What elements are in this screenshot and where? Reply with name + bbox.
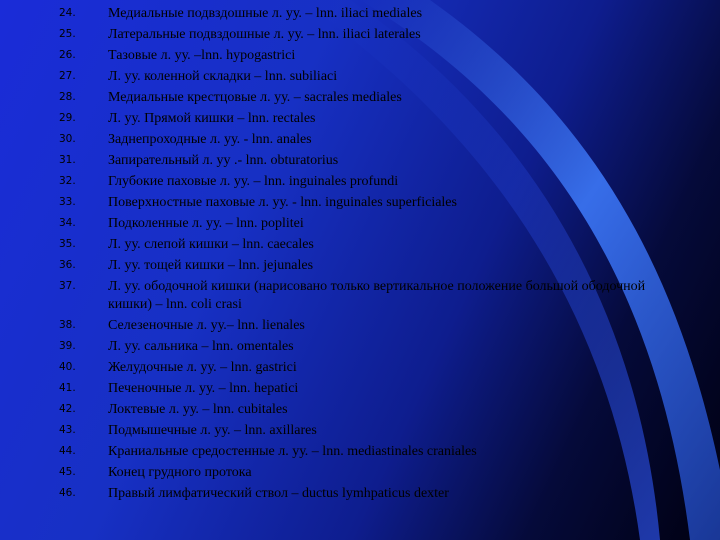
item-text: Подколенные л. уу. – lnn. poplitei [108, 216, 304, 231]
item-number: 41. [59, 382, 76, 394]
item-text: Краниальные средостенные л. уу. – lnn. mediastinales craniales [108, 444, 477, 459]
item-text: Латеральные подвздошные л. уу. – lnn. iliaci laterales [108, 27, 421, 42]
item-text: Медиальные подвздошные л. уу. – lnn. iliaci mediales [108, 6, 423, 21]
item-text: Поверхностные паховые л. уу. - lnn. inguinales superficiales [108, 195, 457, 210]
item-text: Конец грудного протока [108, 465, 252, 480]
item-text: Локтевые л. уу. – lnn. cubitales [108, 402, 288, 417]
item-number: 40. [59, 361, 76, 373]
item-number: 35. [59, 238, 76, 250]
item-number: 45. [59, 466, 76, 478]
item-text: Медиальные крестцовые л. уу. – sacrales mediales [108, 90, 402, 105]
item-text: Подмышечные л. уу. – lnn. axillares [108, 423, 317, 438]
item-text: Л. уу. Прямой кишки – lnn. rectales [108, 111, 316, 126]
item-text: Заднепроходные л. уу. - lnn. anales [108, 132, 312, 147]
item-number: 25. [59, 28, 76, 40]
item-number: 34. [59, 217, 76, 229]
item-number: 27. [59, 70, 76, 82]
item-text: Л. уу. слепой кишки – lnn. caecales [108, 237, 314, 252]
item-number: 32. [59, 175, 76, 187]
item-text: Л. уу. ободочной кишки (нарисовано только вертикальное положение большой ободочной кишки) – lnn. coli crasi [108, 279, 646, 312]
item-number: 37. [59, 280, 76, 292]
item-number: 31. [59, 154, 76, 166]
item-number: 38. [59, 319, 76, 331]
item-text: Глубокие паховые л. уу. – lnn. inguinales profundi [108, 174, 399, 189]
item-text: Л. уу. тощей кишки – lnn. jejunales [108, 258, 314, 273]
item-text: Правый лимфатический ствол – ductus lymhpaticus dexter [108, 486, 449, 501]
item-number: 30. [59, 133, 76, 145]
item-number: 43. [59, 424, 76, 436]
item-text: Селезеночные л. уу.– lnn. lienales [108, 318, 305, 333]
item-text: Печеночные л. уу. – lnn. hepatici [108, 381, 299, 396]
item-text: Л. уу. коленной складки – lnn. subiliaci [108, 69, 338, 84]
item-text: Запирательный л. уу .- lnn. obturatorius [108, 153, 339, 168]
item-number: 36. [59, 259, 76, 271]
item-number: 39. [59, 340, 76, 352]
item-number: 44. [59, 445, 76, 457]
item-number: 29. [59, 112, 76, 124]
item-number: 28. [59, 91, 76, 103]
item-text: Тазовые л. уу. –lnn. hypogastrici [108, 48, 296, 63]
item-number: 42. [59, 403, 76, 415]
item-number: 26. [59, 49, 76, 61]
item-number: 24. [59, 7, 76, 19]
item-number: 46. [59, 487, 76, 499]
item-text: Л. уу. сальника – lnn. omentales [108, 339, 294, 354]
item-number: 33. [59, 196, 76, 208]
item-text: Желудочные л. уу. – lnn. gastrici [108, 360, 297, 375]
